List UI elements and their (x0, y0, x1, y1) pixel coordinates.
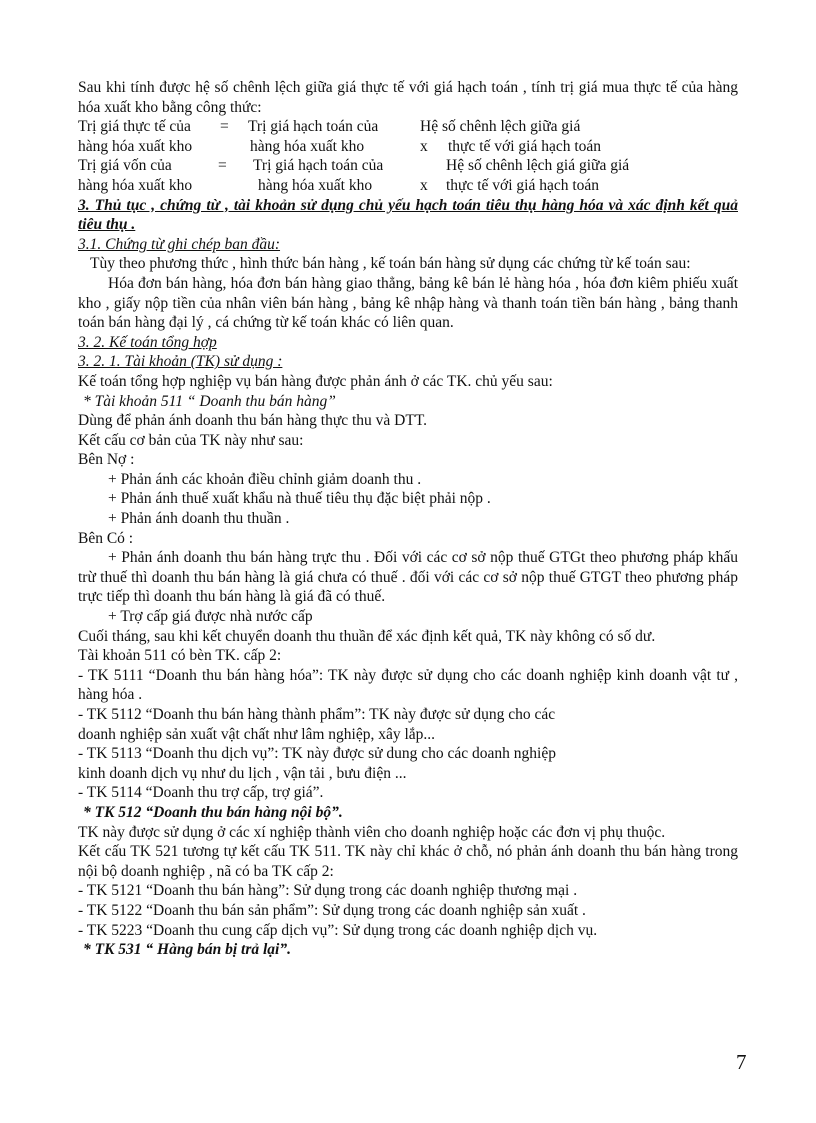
formula-1-row-1 (78, 117, 738, 137)
formula-2-row-2 (78, 176, 738, 196)
intro-paragraph: Sau khi tính được hệ số chênh lệch giữa giá thực tế với giá hạch toán , tính trị giá mua thực tế của hàng hóa xuất kho bằng công thức: (78, 79, 738, 116)
tk511-structure: Kết cấu cơ bản của TK này như sau: (78, 431, 304, 449)
ben-no-item: + Phản ánh thuế xuất khẩu nà thuế tiêu thụ đặc biệt phải nộp . (108, 490, 491, 508)
formula-2-rhs-a: Trị giá hạch toán của (253, 157, 384, 175)
paragraph-3-2-1: Kế toán tổng hợp nghiệp vụ bán hàng được phản ánh ở các TK. chủ yếu sau: (78, 372, 553, 390)
ben-no-item: + Phản ánh các khoản điều chỉnh giảm doanh thu . (108, 470, 422, 488)
tk5111-item: - TK 5111 “Doanh thu bán hàng hóa”: TK này được sử dụng cho các doanh nghiệp kinh doanh vật tư , hàng hóa . (78, 666, 738, 704)
heading-3-2-1: 3. 2. 1. Tài khoản (TK) sử dụng : (78, 353, 283, 371)
tk5122-item: - TK 5122 “Doanh thu bán sản phẩm”: Sử dụng trong các doanh nghiệp sản xuất . (78, 901, 586, 919)
formula-1-lhs-cont: hàng hóa xuất kho (78, 137, 193, 155)
formula-1-rhs-b: Hệ số chênh lệch giữa giá (420, 118, 581, 136)
formula-1-row-2 (78, 137, 738, 157)
formula-1-rhs-a-cont: hàng hóa xuất kho (250, 137, 365, 155)
ben-co-item: + Phản ánh doanh thu bán hàng trực thu . Đối với các cơ sở nộp thuế GTGt theo phương pháp khấu trừ thuế thì doanh thu bán hàng là giá chưa có thuế . đối với các cơ sở nộp thuế GTGT theo phương pháp trực tiếp thì doanh thu bán hàng là giá đã có thuế. (78, 549, 738, 606)
heading-3-1: 3.1. Chứng từ ghi chép ban đầu: (78, 235, 281, 253)
tk531-title: * TK 531 “ Hàng bán bị trả lại”. (83, 941, 291, 959)
ben-no-item: + Phản ánh doanh thu thuần . (108, 510, 290, 528)
tk511-title: * Tài khoản 511 “ Doanh thu bán hàng” (83, 392, 336, 410)
tk5121-item: - TK 5121 “Doanh thu bán hàng”: Sử dụng trong các doanh nghiệp thương mại . (78, 882, 578, 900)
formula-2-lhs: Trị giá vốn của (78, 157, 172, 175)
formula-1-rhs-a: Trị giá hạch toán của (248, 118, 379, 136)
tk5112-item: - TK 5112 “Doanh thu bán hàng thành phẩm”: TK này được sử dụng cho các (78, 706, 556, 723)
tk512-title: * TK 512 “Doanh thu bán hàng nội bộ”. (83, 803, 343, 821)
formula-2-times: x (420, 176, 428, 194)
formula-2-lhs-cont: hàng hóa xuất kho (78, 176, 193, 194)
ben-co-label: Bên Có : (78, 529, 134, 547)
heading-3: 3. Thủ tục , chứng từ , tài khoản sử dụng chủ yếu hạch toán tiêu thụ hàng hóa và xác định kết quả tiêu thụ . (78, 196, 738, 234)
formula-2-rhs-a-cont: hàng hóa xuất kho (258, 176, 373, 194)
formula-2-rhs-b-cont: thực tế với giá hạch toán (446, 176, 600, 194)
document-page (78, 78, 738, 960)
page-number: 7 (736, 1050, 747, 1074)
formula-2-rhs-b: Hệ số chênh lệch giá giữa giá (446, 157, 630, 175)
paragraph-tk511-cap2: Tài khoản 511 có bèn TK. cấp 2: (78, 647, 282, 665)
tk511-description: Dùng để phản ánh doanh thu bán hàng thực thu và DTT. (78, 412, 428, 430)
formula-1-lhs: Trị giá thực tế của (78, 118, 191, 136)
tk5113-item-cont: kinh doanh dịch vụ như du lịch , vận tải , bưu điện ... (78, 764, 407, 782)
paragraph-cuoi-thang: Cuối tháng, sau khi kết chuyển doanh thu thuần để xác định kết quả, TK này không có số dư. (78, 627, 656, 645)
ben-no-label: Bên Nợ : (78, 451, 135, 469)
tk5113-item: - TK 5113 “Doanh thu dịch vụ”: TK này được sử dung cho các doanh nghiệp (78, 745, 556, 763)
paragraph-3-1-b: Hóa đơn bán hàng, hóa đơn bán hàng giao thẳng, bảng kê bán lẻ hàng hóa , hóa đơn kiêm phiếu xuất kho , giấy nộp tiền của nhân viên bán hàng , bảng kê nhập hàng và thanh toán tiền bán hàng , bảng thanh toán bán hàng đại lý , cá chứng từ kế toán khác có liên quan. (78, 274, 738, 332)
tk5112-item-cont: doanh nghiệp sản xuất vật chất như lâm nghiệp, xây lắp... (78, 725, 436, 743)
formula-2-equals: = (218, 157, 227, 175)
tk512-description: TK này được sử dụng ở các xí nghiệp thành viên cho doanh nghiệp hoặc các đơn vị phụ thuộc. (78, 823, 666, 841)
formula-2-row-1 (78, 156, 738, 176)
formula-1-rhs-b-cont: thực tế với giá hạch toán (448, 137, 602, 155)
formula-1-equals: = (220, 118, 229, 136)
tk5114-item: - TK 5114 “Doanh thu trợ cấp, trợ giá”. (78, 784, 324, 802)
paragraph-3-1-a: Tùy theo phương thức , hình thức bán hàng , kế toán bán hàng sử dụng các chứng từ kế toán sau: (90, 255, 691, 273)
tk521-structure: Kết cấu TK 521 tương tự kết cấu TK 511. TK này chỉ khác ở chỗ, nó phản ánh doanh thu bán hàng trong nội bộ doanh nghiệp , nã có ba TK cấp 2: (78, 843, 738, 880)
formula-1-times: x (420, 137, 428, 155)
ben-co-item: + Trợ cấp giá được nhà nước cấp (108, 608, 313, 626)
heading-3-2: 3. 2. Kế toán tổng hợp (78, 333, 217, 351)
tk5223-item: - TK 5223 “Doanh thu cung cấp dịch vụ”: Sử dụng trong các doanh nghiệp dịch vụ. (78, 921, 598, 939)
